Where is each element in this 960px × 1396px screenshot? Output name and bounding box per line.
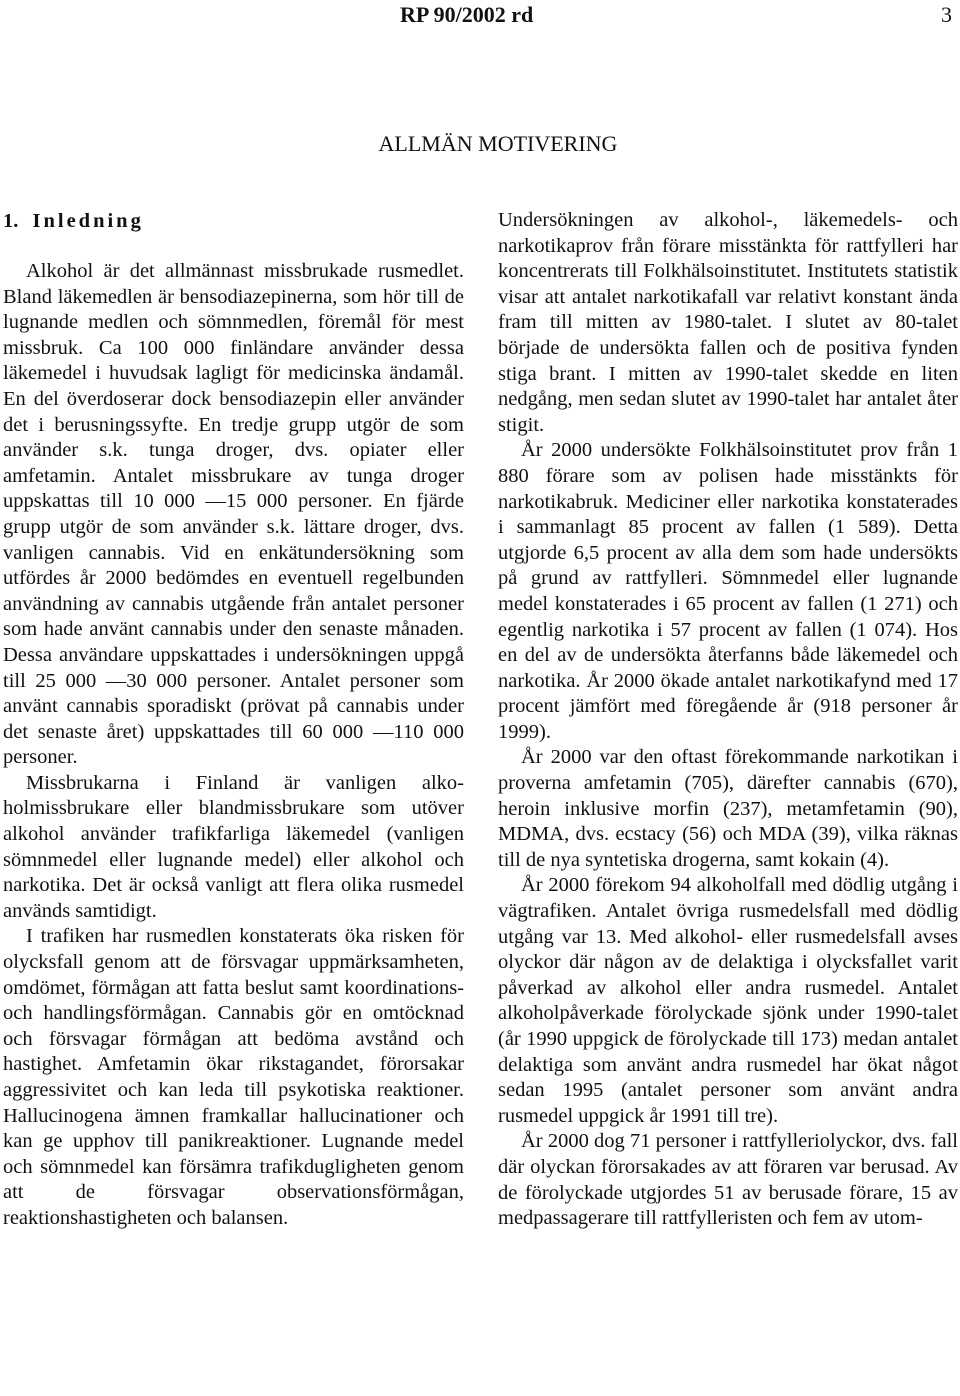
body-paragraph: Alkohol är det allmännast missbrukade rusmedlet. Bland läkemedlen är bensodiazepinerna, som hör till de lugnande medlen och sömnmedlen, föremål för mest missbruk. Ca 100 000 finländare använder dessa läkemedel i huvudsak lagligt för medicinska ändamål. En del överdoserar dock bensodiazepin eller använder det i berusningssyfte. En tredje grupp utgör de som använder s.k. tunga droger, dvs. opiater eller amfetamin. Antalet missbrukare av tunga droger uppskattas till 10 000 —15 000 personer. En fjärde grupp utgör de som använder s.k. lättare droger, dvs. vanligen cannabis. Vid en enkätundersökning som utfördes år 2000 bedömdes en eventuell regelbunden användning av cannabis utgående från antalet personer som hade använt cannabis under den senaste månaden. Dessa användare uppskattades i undersökningen uppgå till 25 000 —30 000 personer. Antalet personer som använt cannabis sporadiskt (prövat på cannabis under det senaste året) uppskattades till 60 000 —110 000 personer. <box>3 260 464 769</box>
body-paragraph: År 2000 undersökte Folkhälsoinstitutet prov från 1 880 förare som av polisen hade misstänkts för narkotikabruk. Mediciner eller narkotika konstaterades i sammanlagt 85 procent av fallen (1 589). Detta utgjorde 6,5 procent av alla dem som hade undersökts på grund av rattfylleri. Sömnmedel eller lugnande medel konstaterades i 65 procent av fallen (1 271) och egentlig narkotika i 57 procent av fallen (1 074). Hos en del av de undersökta återfanns både läkemedel och narkotika. År 2000 ökade antalet narkotikafynd med 17 procent jämfört med föregående år (918 personer år 1999). <box>498 439 958 743</box>
chapter-heading-text: Inledning <box>32 210 144 232</box>
body-paragraph: I trafiken har rusmedlen konstaterats öka risken för olycksfall genom att de försvagar uppmärksamheten, omdömet, förmågan att fatta beslut samt koordinations- och handlingsförmågan. Cannabis gör en omtöcknad och försvagar förmågan att bedöma avstånd och hastighet. Amfetamin ökar rikstagandet, förorsakar aggressivitet och kan leda till psykotiska reaktioner. Hallucinogena ämnen framkallar hallucinationer och kan ge upphov till panikreaktioner. Lugnande medel och sömnmedel kan försämra trafikdugligheten genom att de försvagar observationsförmågan, reaktionshastigheten och balansen. <box>3 925 464 1229</box>
document-reference: RP 90/2002 rd <box>400 2 534 27</box>
body-paragraph: År 2000 dog 71 personer i rattfylleriolyckor, dvs. fall där olyckan förorsakades av att föraren var berusad. Av de förolyckade utgjordes 51 av berusade förare, 15 av medpassagerare till rattfylleristen och fem av utom- <box>498 1130 958 1230</box>
chapter-heading-number: 1. <box>3 210 19 232</box>
body-paragraph: År 2000 var den oftast förekommande narkotikan i proverna amfetamin (705), därefter cannabis (670), heroin inklusive morfin (237), metamfetamin (90), MDMA, dvs. ecstacy (56) och MDA (39), vilka räknas till de nya syntetiska drogerna, samt kokain (4). <box>498 746 958 871</box>
left-column <box>3 208 464 1232</box>
right-column <box>498 208 958 1232</box>
page-number: 3 <box>941 2 952 27</box>
chapter-heading <box>3 208 464 234</box>
section-title: ALLMÄN MOTIVERING <box>378 131 618 156</box>
body-paragraph: Undersökningen av alkohol-, läkemedels- och narkotikaprov från förare misstänkta för rattfylleri har koncentrerats till Folkhälsoinstitutet. Institutets statistik visar att antalet narkotikafall var relativt konstant ända fram till mitten av 1980-talet. I slutet av 80-talet började de undersökta fallen och de positiva fynden stiga brant. I mitten av 1990-talet skedde en liten nedgång, men sedan slutet av 1990-talet har antalet åter stigit. <box>498 209 958 436</box>
page-header <box>0 0 960 40</box>
body-paragraph: Missbrukarna i Finland är vanligen alkoholmissbrukare eller blandmissbrukare som utöver alkohol använder trafikfarliga läkemedel (vanligen sömnmedel eller lugnande medel) eller alkohol och narkotika. Det är också vanligt att flera olika rusmedel används samtidigt. <box>3 771 464 922</box>
body-paragraph: År 2000 förekom 94 alkoholfall med dödlig utgång i vägtrafiken. Antalet övriga rusmedelsfall med dödlig utgång var 13. Med alkohol- eller rusmedelsfall avses olyckor där någon av de delaktiga i olycksfallet varit påverkad av alkohol eller andra rusmedel. Antalet alkoholpåverkade förolyckade sjönk under 1990-talet (år 1990 uppgick de förolyckade till 173) medan antalet delaktiga som använt andra rusmedel har ökat något sedan 1995 (antalet personer som använt andra rusmedel uppgick år 1991 till tre). <box>498 874 958 1127</box>
